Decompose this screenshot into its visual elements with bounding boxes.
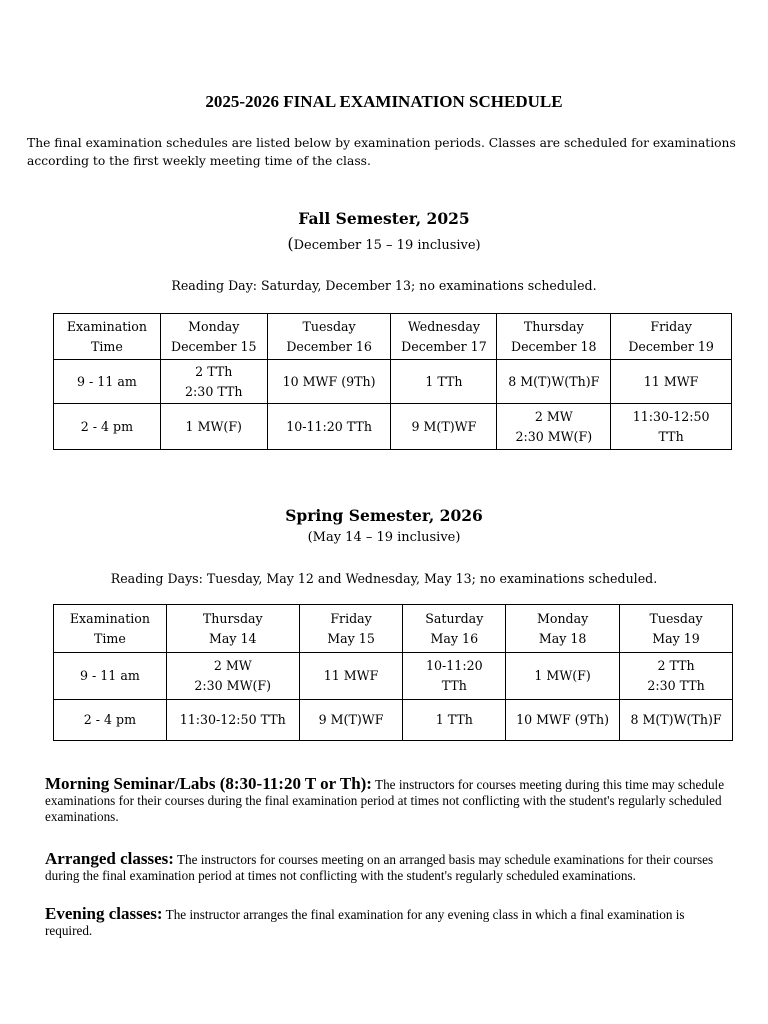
table-cell: [160, 404, 267, 450]
cell-line: 2 TTh: [195, 363, 233, 379]
cell-line: Friday: [330, 610, 372, 626]
cell-line: 1 TTh: [435, 712, 473, 727]
cell-line: 2:30 TTh: [647, 678, 705, 693]
note-text: The instructors for courses meeting during this time may schedule examinations for their courses during the final examination period at times not conflicting with the student's regularly scheduled examinations.: [45, 777, 725, 824]
cell-line: 9 - 11 am: [77, 373, 137, 389]
cell-line: Thursday: [202, 610, 263, 626]
table-header-row: [54, 605, 733, 653]
cell-line: Time: [93, 630, 126, 646]
cell-line: 2 - 4 pm: [80, 418, 134, 434]
table-cell: [54, 653, 167, 700]
spring-exam-table: [53, 604, 733, 741]
header-cell: [403, 605, 506, 653]
cell-line: 1 MW(F): [185, 418, 242, 434]
cell-line: December 19: [628, 338, 714, 354]
header-cell: [391, 314, 497, 360]
header-cell: [620, 605, 733, 653]
header-cell: [497, 314, 611, 360]
cell-line: Saturday: [425, 610, 484, 626]
cell-line: December 15: [170, 338, 257, 354]
cell-line: 9 M(T)WF: [318, 712, 384, 727]
spring-semester-title: Spring Semester, 2026: [285, 506, 483, 525]
cell-line: 11:30-12:50 TTh: [179, 712, 286, 727]
table-cell: [611, 360, 732, 404]
header-cell: [166, 605, 299, 653]
fall-reading-day: Reading Day: Saturday, December 13; no examinations scheduled.: [171, 278, 597, 293]
table-cell: [166, 700, 299, 741]
table-cell: [166, 653, 299, 700]
intro-paragraph: The final examination schedules are listed below by examination periods. Classes are scheduled for examinations according to the first weekly meeting time of the class.: [27, 136, 736, 168]
cell-line: Friday: [650, 318, 692, 334]
cell-line: May 19: [652, 630, 700, 646]
cell-line: Time: [91, 338, 123, 354]
note-text: The instructors for courses meeting on an arranged basis may schedule examinations for their courses during the final examination period at times not conflicting with the student's regularly scheduled examinations.: [45, 852, 714, 883]
table-cell: [506, 700, 620, 741]
cell-line: Tuesday: [302, 318, 356, 334]
cell-line: 2 TTh: [657, 658, 695, 673]
cell-line: 1 MW(F): [534, 668, 591, 683]
table-cell: [391, 404, 497, 450]
table-cell: [160, 360, 267, 404]
cell-line: Examination: [69, 610, 150, 626]
table-row: [54, 700, 733, 741]
cell-line: 10-11:20 TTh: [286, 418, 372, 434]
table-cell: [620, 653, 733, 700]
cell-line: 2:30 TTh: [185, 383, 243, 399]
cell-line: December 16: [286, 338, 372, 354]
header-cell: [54, 314, 161, 360]
table-cell: [391, 360, 497, 404]
fall-exam-table: [53, 313, 732, 450]
fall-range-open-paren: (: [287, 234, 294, 253]
table-cell: [497, 360, 611, 404]
cell-line: May 14: [208, 630, 257, 646]
spring-semester-range: (May 14 – 19 inclusive): [307, 530, 461, 545]
table-cell: [620, 700, 733, 741]
table-cell: [267, 404, 391, 450]
header-cell: [299, 605, 403, 653]
header-cell: [267, 314, 391, 360]
cell-line: 8 M(T)W(Th)F: [630, 712, 722, 727]
cell-line: 2:30 MW(F): [515, 428, 593, 444]
table-cell: [54, 700, 167, 741]
cell-line: 11 MWF: [643, 373, 699, 389]
note-evening-classes: [45, 906, 725, 939]
cell-line: December 18: [511, 338, 597, 354]
table-cell: [267, 360, 391, 404]
cell-line: 10 MWF (9Th): [516, 712, 610, 727]
cell-line: 2:30 MW(F): [194, 678, 272, 693]
table-cell: [506, 653, 620, 700]
fall-semester-range: [0, 234, 768, 253]
table-cell: [403, 700, 506, 741]
cell-line: Wednesday: [407, 318, 480, 334]
cell-line: 11:30-12:50: [632, 408, 710, 424]
header-cell: [54, 605, 167, 653]
fall-range-text: December 15 – 19 inclusive): [293, 238, 481, 253]
header-cell: [611, 314, 732, 360]
cell-line: Monday: [536, 610, 589, 626]
cell-line: 2 - 4 pm: [83, 712, 137, 727]
cell-line: May 15: [327, 630, 375, 646]
cell-line: 2 MW: [213, 658, 252, 673]
table-row: [54, 360, 732, 404]
table-cell: [403, 653, 506, 700]
table-row: [54, 404, 732, 450]
note-label: Morning Seminar/Labs (8:30-11:20 T or Th):: [45, 774, 372, 793]
cell-line: 8 M(T)W(Th)F: [508, 373, 600, 389]
cell-line: May 18: [538, 630, 587, 646]
note-label: Evening classes:: [45, 904, 163, 923]
cell-line: Tuesday: [649, 610, 703, 626]
table-row: [54, 653, 733, 700]
cell-line: May 16: [430, 630, 479, 646]
table-cell: [497, 404, 611, 450]
cell-line: December 17: [401, 338, 487, 354]
table-cell: [54, 404, 161, 450]
fall-semester-title: Fall Semester, 2025: [298, 209, 470, 228]
header-cell: [160, 314, 267, 360]
table-header-row: [54, 314, 732, 360]
cell-line: 11 MWF: [323, 668, 379, 683]
cell-line: 9 M(T)WF: [411, 418, 477, 434]
spring-reading-days: Reading Days: Tuesday, May 12 and Wednesday, May 13; no examinations scheduled.: [110, 571, 658, 586]
note-text: The instructor arranges the final examination for any evening class in which a final examination is required.: [45, 907, 685, 938]
table-cell: [54, 360, 161, 404]
table-cell: [299, 653, 403, 700]
header-cell: [506, 605, 620, 653]
cell-line: TTh: [658, 428, 684, 444]
cell-line: 1 TTh: [425, 373, 463, 389]
note-arranged-classes: [45, 851, 725, 884]
cell-line: 10-11:20: [426, 658, 483, 673]
page-title: 2025-2026 FINAL EXAMINATION SCHEDULE: [205, 92, 563, 111]
cell-line: 10 MWF (9Th): [282, 373, 376, 389]
cell-line: Examination: [66, 318, 147, 334]
cell-line: 9 - 11 am: [80, 668, 140, 683]
note-morning-seminar: [45, 776, 725, 825]
cell-line: TTh: [441, 678, 467, 693]
cell-line: Thursday: [523, 318, 584, 334]
cell-line: 2 MW: [534, 408, 573, 424]
table-cell: [299, 700, 403, 741]
note-label: Arranged classes:: [45, 849, 174, 868]
table-cell: [611, 404, 732, 450]
cell-line: Monday: [188, 318, 240, 334]
